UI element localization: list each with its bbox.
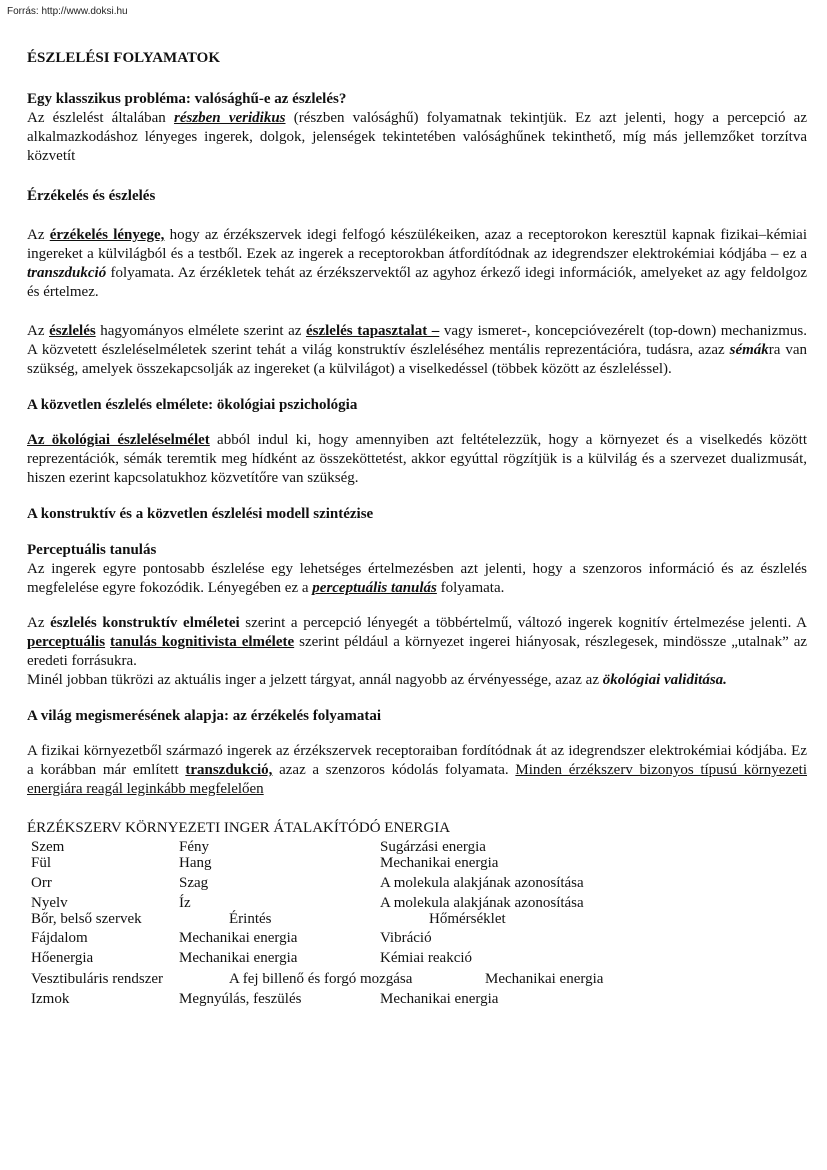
cell: Mechanikai energia — [380, 855, 499, 871]
cell: Sugárzási energia — [380, 839, 486, 855]
text: szerint a percepció lényegét a többértelmű, változó ingerek kognitív értelmezése jelenti. A — [239, 615, 807, 631]
cell: Fény — [179, 839, 209, 855]
sense-table — [31, 838, 807, 1009]
text: Az — [27, 323, 50, 339]
table-row — [31, 874, 807, 893]
emphasis: ökológiai validitása. — [602, 672, 727, 688]
table-row — [31, 910, 807, 929]
cell: Szag — [179, 875, 209, 891]
cell: A fej billenő és forgó mozgása — [229, 971, 413, 987]
emphasis: észlelés konstruktív elméletei — [50, 615, 240, 631]
cell: Íz — [179, 895, 191, 911]
text: Az ingerek egyre pontosabb észlelése egy lehetséges értelmezésben azt jelenti, hogy a szenzoros információ és az észlelés megfelelése egyre fokozódik. Lényegében ez a — [27, 561, 807, 596]
cell: Fájdalom — [31, 930, 88, 946]
cell: Orr — [31, 875, 52, 891]
table-title: ÉRZÉKSZERV KÖRNYEZETI INGER ÁTALAKÍTÓDÓ ENERGIA — [27, 820, 451, 836]
text: hagyományos elmélete szerint az — [95, 323, 306, 339]
cell: Mechanikai energia — [485, 971, 604, 987]
text: ra van szükség, amelyek összekapcsolják az ingereket (a külvilágot) a viselkedéssel (többek között az észleléssel). — [27, 342, 807, 377]
emphasis: transzdukció — [27, 265, 107, 281]
text: Az — [27, 227, 50, 243]
table-row — [31, 929, 807, 948]
cell: Hőenergia — [31, 950, 94, 966]
cell: Nyelv — [31, 895, 68, 911]
paragraph-4 — [27, 431, 807, 488]
cell: Hőmérséklet — [429, 911, 506, 927]
cell: Vesztibuláris rendszer — [31, 971, 164, 987]
text: vagy ismeret-, koncepcióvezérelt (top-down) mechanizmus. A közvetett észleléselméletek szerint tehát a világ konstruktív észleléséhez mentális reprezentációra, tudásra, azaz — [27, 323, 807, 358]
text: A fizikai környezetből származó ingerek az érzékszervek receptoraiban fordítódnak át az idegrendszer elektrokémiai kódjába. Ez a korábban már említett — [27, 743, 807, 778]
paragraph-5 — [27, 560, 807, 598]
emphasis: transzdukció, — [185, 762, 273, 778]
cell: Izmok — [31, 991, 70, 1007]
cell: Mechanikai energia — [179, 950, 298, 966]
text: (részben valósághű) folyamatnak tekintjük. Ez azt jelenti, hogy a percepció az alkalmazkodáshoz lényeges ingerek, dolgok, jelenségek tekintetében valósághűnek tekinthető, míg más jellemzőket torzítva közvetít — [27, 110, 807, 164]
section-heading-6: A világ megismerésének alapja: az érzékelés folyamatai — [27, 708, 382, 724]
section-heading-3: A közvetlen észlelés elmélete: ökológiai pszichológia — [27, 397, 358, 413]
cell: Szem — [31, 839, 65, 855]
paragraph-2 — [27, 226, 807, 302]
table-row — [31, 990, 807, 1009]
cell: Megnyúlás, feszülés — [179, 991, 302, 1007]
emphasis: perceptuális tanulás — [312, 580, 437, 596]
cell: A molekula alakjának azonosítása — [380, 875, 584, 891]
section-heading-4: A konstruktív és a közvetlen észlelési modell szintézise — [27, 506, 374, 522]
text: Az észlelést általában — [27, 110, 174, 126]
text: hogy az érzékszervek idegi felfogó készülékeiken, azaz a receptorokon keresztül kapnak fizikai–kémiai ingereket a külvilágból és a testből. Ezek az ingerek a receptorokban átfordítódnak az idegrendszer elektrokémiai kódjába – ez a — [27, 227, 807, 262]
paragraph-7 — [27, 671, 807, 690]
cell: Mechanikai energia — [380, 991, 499, 1007]
cell: Fül — [31, 855, 52, 871]
cell: Mechanikai energia — [179, 930, 298, 946]
emphasis: tanulás kognitivista elmélete — [110, 634, 295, 650]
source-note: Forrás: http://www.doksi.hu — [7, 6, 128, 17]
document-body — [27, 50, 807, 1009]
text: folyamata. — [436, 580, 505, 596]
paragraph-1 — [27, 109, 807, 166]
cell: Érintés — [229, 911, 272, 927]
document-title: ÉSZLELÉSI FOLYAMATOK — [27, 50, 220, 66]
table-row — [31, 970, 807, 989]
paragraph-6 — [27, 614, 807, 671]
text: Az — [27, 615, 51, 631]
section-heading-5: Perceptuális tanulás — [27, 542, 157, 558]
emphasis: érzékelés lényege, — [49, 227, 165, 243]
text: abból indul ki, hogy amennyiben azt feltételezzük, hogy a környezet és a viselkedés között reprezentációk, sémák teremtik meg hídként az összeköttetést, akkor egyúttal rögzítjük is a külvilág és a szervezet dualizmusát, hiszen ezerint kapcsolatukhoz közvetítőre van szükség. — [27, 432, 808, 486]
text: azaz a szenzoros kódolás folyamata. — [272, 762, 516, 778]
emphasis: részben veridikus — [173, 110, 286, 126]
text: Minél jobban tükrözi az aktuális inger a jelzett tárgyat, annál nagyobb az érvényessége, azaz az — [27, 672, 603, 688]
paragraph-3 — [27, 322, 807, 379]
table-row — [31, 854, 807, 873]
cell: Vibráció — [380, 930, 432, 946]
cell: Hang — [179, 855, 212, 871]
emphasis: sémák — [729, 342, 769, 358]
cell: Kémiai reakció — [380, 950, 473, 966]
text: folyamata. Az érzékletek tehát az érzékszervektől az agyhoz érkező idegi információk, amelyeket az agy feldolgoz és értelmez. — [27, 265, 807, 300]
emphasis: Az ökológiai észleléselmélet — [27, 432, 210, 448]
cell: A molekula alakjának azonosítása — [380, 895, 584, 911]
underlined-text: Minden érzékszerv bizonyos típusú környezeti energiára reagál leginkább megfelelően — [27, 762, 808, 797]
table-row — [31, 949, 807, 968]
text: szerint például a környezet ingerei hiányosak, részlegesek, mindössze „utalnak” az eredeti forrásukra. — [27, 634, 808, 669]
emphasis: észlelés tapasztalat – — [305, 323, 440, 339]
emphasis: észlelés — [49, 323, 96, 339]
cell: Bőr, belső szervek — [31, 911, 142, 927]
section-heading-1: Egy klasszikus probléma: valósághű-e az észlelés? — [27, 91, 347, 107]
section-heading-2: Érzékelés és észlelés — [27, 188, 156, 204]
emphasis: perceptuális — [27, 634, 106, 650]
paragraph-8 — [27, 742, 807, 799]
